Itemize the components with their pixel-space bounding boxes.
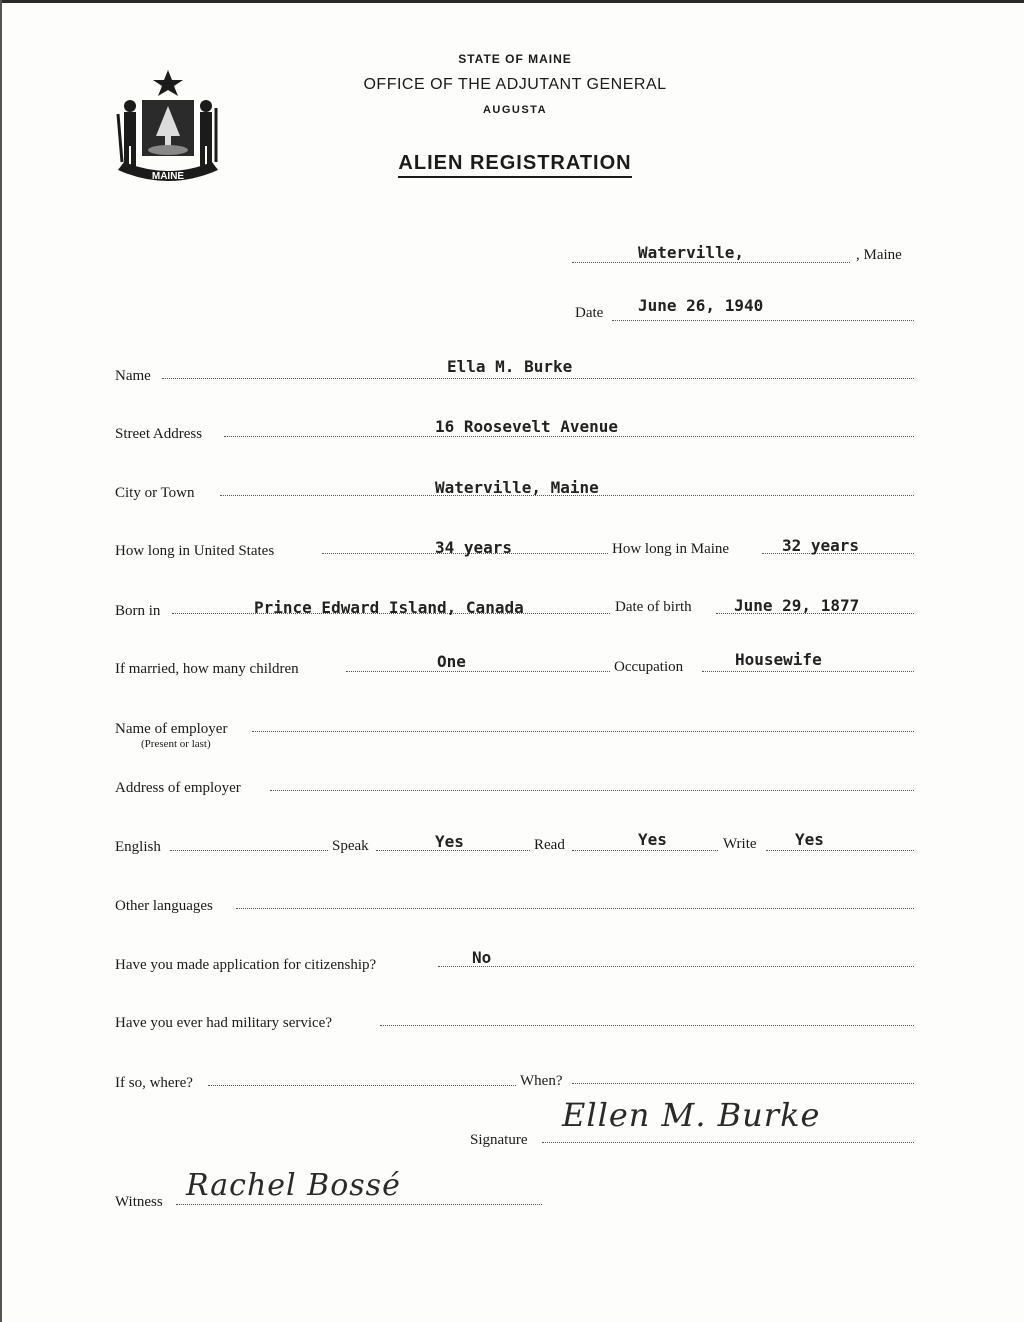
children-label: If married, how many children [115, 661, 299, 677]
employer-address-line[interactable] [270, 790, 914, 791]
how-long-us-label: How long in United States [115, 543, 275, 559]
citizenship-value[interactable]: No [472, 948, 492, 967]
how-long-maine-label: How long in Maine [612, 541, 730, 557]
town-value[interactable]: Waterville, [638, 243, 744, 262]
children-value[interactable]: One [437, 652, 466, 671]
occupation-label: Occupation [614, 659, 684, 675]
born-in-label: Born in [115, 603, 161, 619]
witness-handwriting[interactable]: Rachel Bossé [186, 1168, 401, 1203]
citizenship-label: Have you made application for citizenship? [115, 957, 377, 973]
date-label: Date [575, 305, 604, 321]
office-heading: OFFICE OF THE ADJUTANT GENERAL [363, 76, 667, 93]
citizenship-line [438, 966, 914, 967]
city-value[interactable]: Waterville, Maine [435, 478, 599, 497]
how-long-us-value[interactable]: 34 years [435, 538, 513, 557]
read-value[interactable]: Yes [638, 830, 667, 849]
name-line [162, 378, 914, 379]
dob-value[interactable]: June 29, 1877 [734, 596, 860, 615]
state-heading: STATE OF MAINE [458, 52, 572, 66]
name-label: Name [115, 368, 151, 384]
born-in-value[interactable]: Prince Edward Island, Canada [254, 598, 524, 617]
english-line [170, 850, 328, 851]
english-label: English [115, 839, 161, 855]
witness-line [176, 1204, 542, 1205]
town-line [572, 262, 850, 263]
occupation-line [702, 671, 914, 672]
write-value[interactable]: Yes [795, 830, 824, 849]
when-line[interactable] [572, 1083, 914, 1084]
signature-line [542, 1142, 914, 1143]
write-line [766, 850, 914, 851]
signature-handwriting[interactable]: Ellen M. Burke [562, 1096, 821, 1134]
city-label: City or Town [115, 485, 195, 501]
speak-value[interactable]: Yes [435, 832, 464, 851]
maine-seal-icon [112, 66, 224, 192]
form-title-text: ALIEN REGISTRATION [398, 152, 631, 178]
employer-note: (Present or last) [141, 738, 211, 750]
employer-address-label: Address of employer [115, 780, 241, 796]
employer-line[interactable] [252, 731, 914, 732]
signature-label: Signature [470, 1132, 528, 1148]
children-line [346, 671, 610, 672]
when-label: When? [520, 1073, 563, 1089]
where-line[interactable] [208, 1085, 516, 1086]
how-long-maine-value[interactable]: 32 years [782, 536, 860, 555]
witness-label: Witness [115, 1194, 163, 1210]
read-line [572, 850, 718, 851]
seal-banner-text: MAINE [151, 171, 185, 182]
employer-label: Name of employer [115, 721, 228, 737]
form-title [300, 152, 730, 175]
date-line [612, 320, 914, 321]
military-label: Have you ever had military service? [115, 1015, 332, 1031]
street-line [224, 436, 914, 437]
scan-left-edge [0, 0, 2, 1322]
other-languages-label: Other languages [115, 898, 213, 914]
maine-label: , Maine [856, 247, 902, 263]
where-label: If so, where? [115, 1075, 193, 1091]
scan-top-edge [0, 0, 1024, 3]
speak-label: Speak [332, 838, 369, 854]
name-value[interactable]: Ella M. Burke [447, 357, 573, 376]
city-heading: AUGUSTA [482, 104, 548, 116]
street-label: Street Address [115, 426, 203, 442]
date-value[interactable]: June 26, 1940 [638, 296, 764, 315]
street-value[interactable]: 16 Roosevelt Avenue [435, 417, 619, 436]
write-label: Write [723, 836, 757, 852]
read-label: Read [534, 837, 565, 853]
dob-label: Date of birth [615, 599, 692, 615]
occupation-value[interactable]: Housewife [735, 650, 822, 669]
other-languages-line[interactable] [236, 908, 914, 909]
military-line[interactable] [380, 1025, 914, 1026]
